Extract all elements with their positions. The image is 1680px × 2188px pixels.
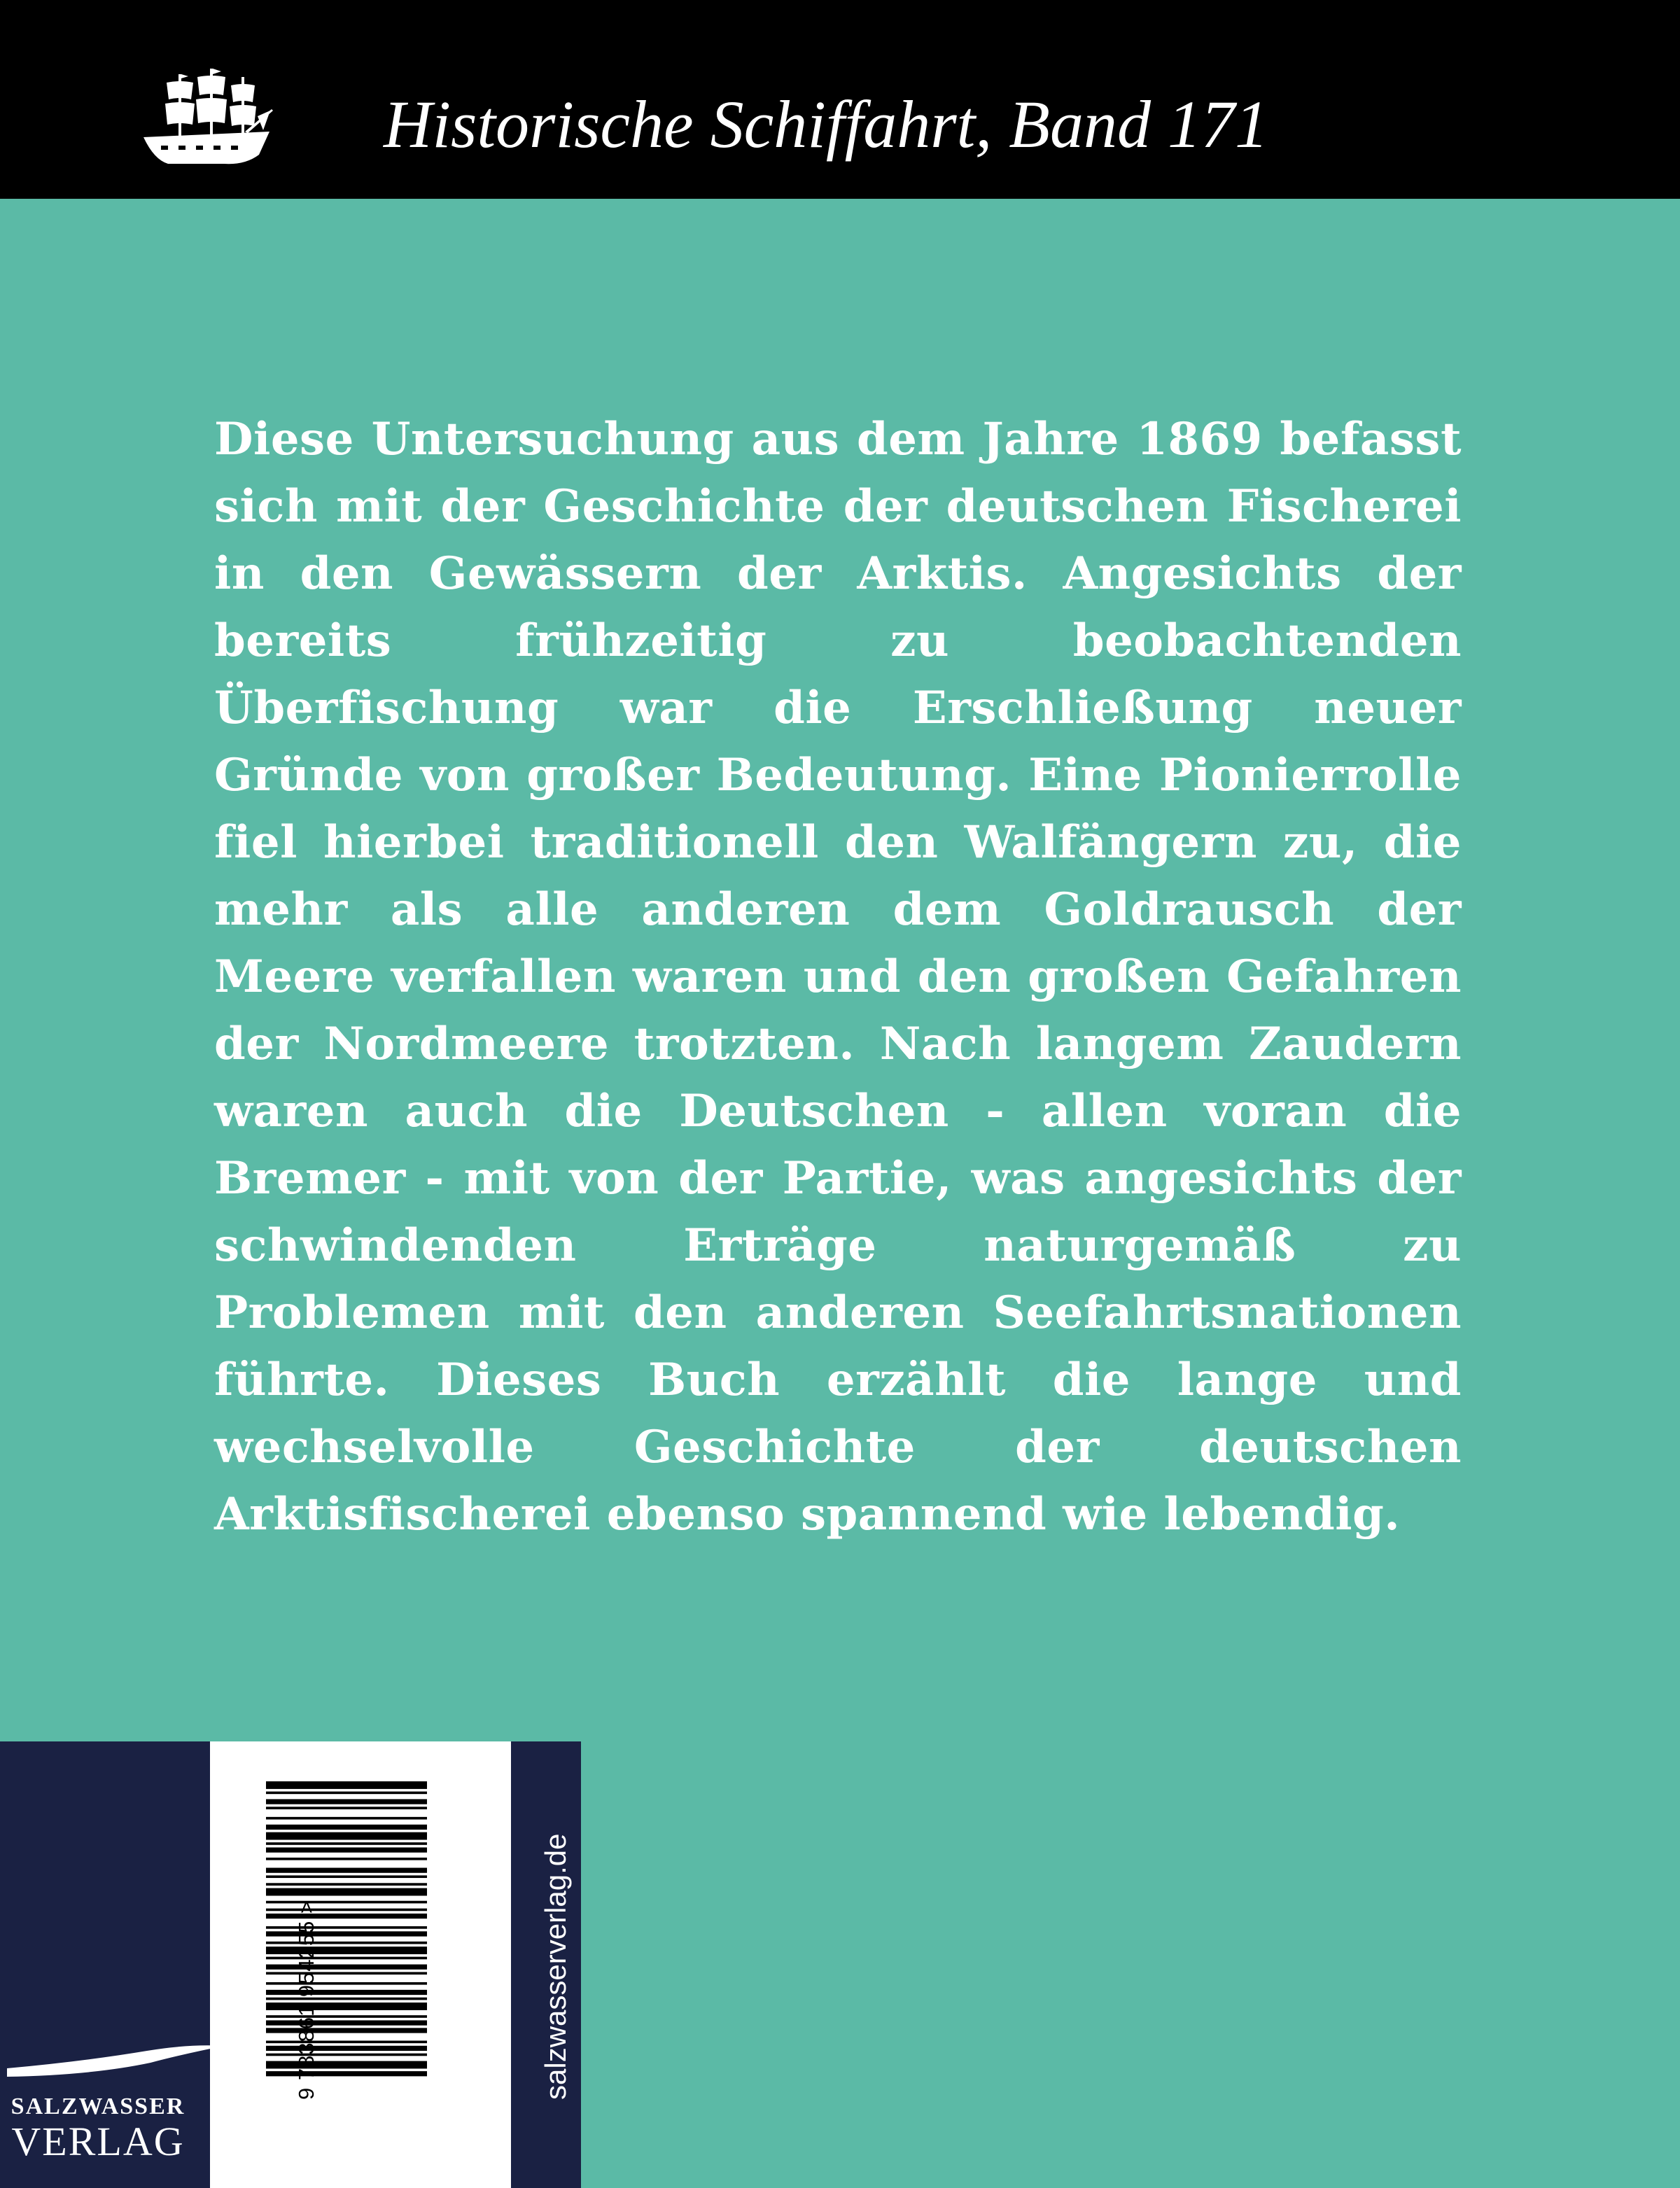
barcode-bar <box>266 1909 427 1912</box>
barcode-bar <box>266 1842 427 1845</box>
barcode-bar <box>266 2071 427 2076</box>
barcode-bar <box>266 1942 427 1944</box>
barcode-bar <box>266 2054 427 2056</box>
barcode-bar <box>266 2061 427 2069</box>
barcode-bar <box>266 1807 427 1809</box>
publisher-website: salzwasserverlag.de <box>539 1833 572 2100</box>
barcode-bar <box>266 1825 427 1830</box>
book-description: Diese Untersuchung aus dem Jahre 1869 befasst sich mit der Geschichte der deutschen Fischerei in den Gewässern der Arktis. Angesichts der bereits frühzeitig zu beobachtenden Überfischung war die Erschließung neuer Gründe von großer Bedeutung. Eine Pionierrolle fiel hierbei traditionell den Walfängern zu, die mehr als alle anderen dem Goldrausch der Meere verfallen waren und den großen Gefahren der Nordmeere trotzten. Nach langem Zaudern waren auch die Deutschen - allen voran die Bremer - mit von der Partie, was angesichts der schwindenden Erträge naturgemäß zu Problemen mit den anderen Seefahrtsnationen führte. Dieses Buch erzählt die lange und wechselvolle Geschichte der deutschen Arktisfischerei ebenso spannend wie lebendig. <box>214 413 1462 1541</box>
barcode-bar <box>266 1957 427 1960</box>
barcode-bar <box>266 2015 427 2018</box>
barcode-bar <box>266 2003 427 2010</box>
barcode-bar <box>266 2020 427 2025</box>
barcode-bar <box>266 1792 427 1795</box>
barcode-bar <box>266 2028 427 2033</box>
barcode-bar <box>266 1858 427 1860</box>
barcode-bar <box>266 2046 427 2051</box>
barcode-bar <box>266 1947 427 1954</box>
barcode-bar <box>266 2041 427 2044</box>
barcode-bar <box>266 1799 427 1804</box>
barcode-bar <box>266 1847 427 1852</box>
barcode-bar <box>266 1914 427 1919</box>
barcode-bar <box>266 1998 427 2000</box>
header-bar <box>0 0 1680 199</box>
barcode-bar <box>266 1883 427 1886</box>
barcode-bar <box>266 1982 427 1985</box>
publisher-logo-top: SALZWASSER <box>10 2094 186 2119</box>
barcode-bar <box>266 1781 427 1789</box>
isbn-number: 9 783861 954255 > <box>294 1900 318 2100</box>
series-title: Historische Schiffahrt, Band 171 <box>384 87 1268 162</box>
wave-icon <box>0 2033 231 2096</box>
barcode-bar <box>266 1817 427 1820</box>
barcode-bar <box>266 1901 427 1904</box>
ship-icon <box>140 67 273 172</box>
barcode-bar <box>266 1926 427 1929</box>
barcode-bar <box>266 1972 427 1975</box>
barcode-bar <box>266 1832 427 1840</box>
barcode-bar <box>266 1931 427 1936</box>
barcode-bar <box>266 1875 427 1878</box>
barcode-bar <box>266 1868 427 1873</box>
isbn-barcode <box>266 1781 427 2079</box>
publisher-logo-bottom: VERLAG <box>11 2119 185 2164</box>
barcode-bar <box>266 1990 427 1995</box>
publisher-logo <box>0 2093 196 2163</box>
barcode-bar <box>266 1965 427 1970</box>
barcode-bar <box>266 1888 427 1896</box>
